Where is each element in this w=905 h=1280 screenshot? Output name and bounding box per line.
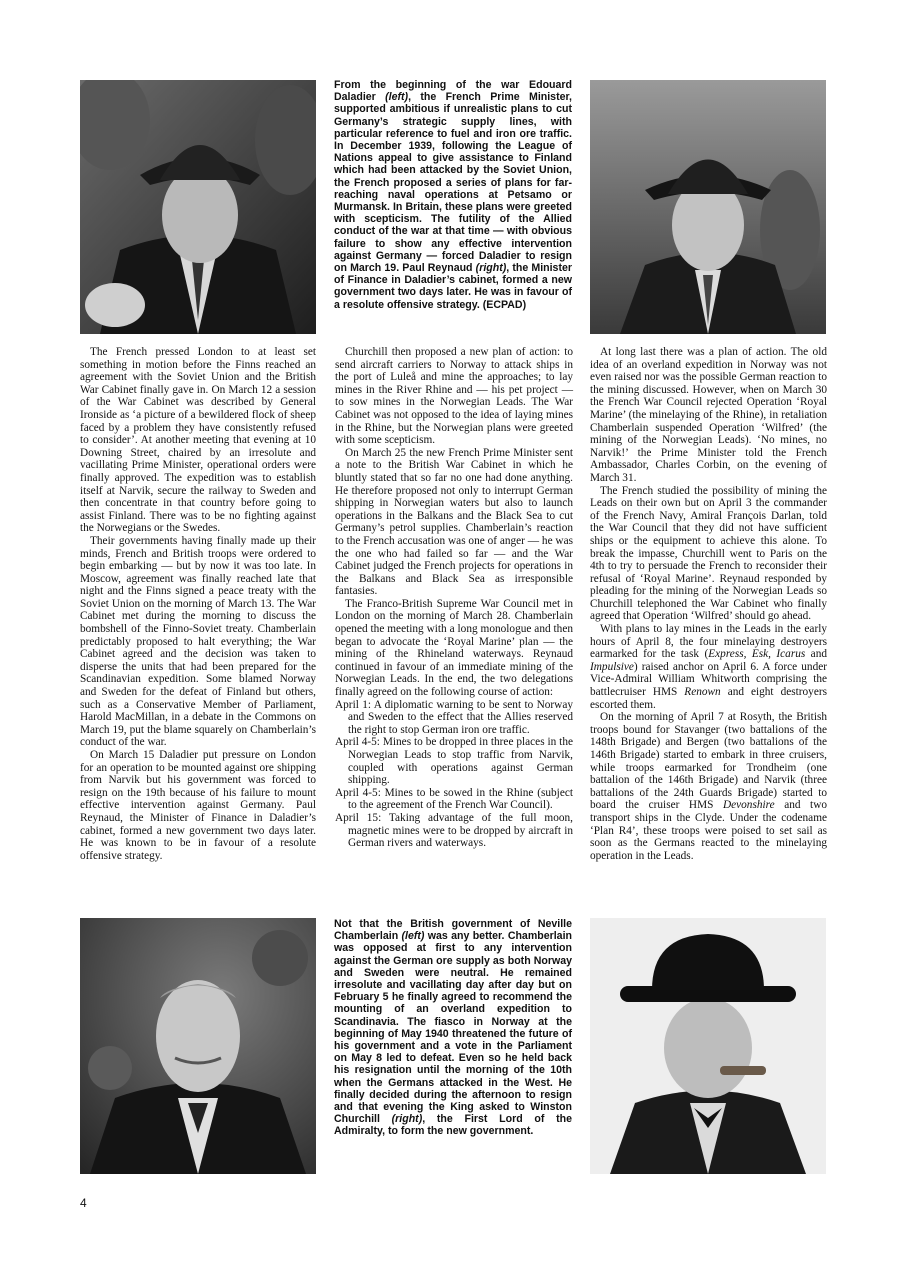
col3-paragraph-1: At long last there was a plan of action. The old idea of an overland expedition in Norway was not even raised nor was the possible German reaction to the mining discussed. However, when on March 30 the French War Council rejected Operation ‘Royal Marine’ (the minelaying of the Rhine), in retaliation Chamberlain suspended Operation ‘Wilfred’ (the mining of the Norwegian Leads). ‘No mines, no Narvik!’ the Prime Minister told the French Ambassador, Charles Corbin, on the evening of March 31. xyxy=(590,346,827,484)
col3-p3-ship4: Impulsive xyxy=(590,660,634,673)
col2-paragraph-1: Churchill then proposed a new plan of action: to send aircraft carriers to Norway to attack ships in the port of Luleå and mine the approaches; to lay mines in the River Rhine and — his pet project — to sow mines in the Norwegian Leads. The War Cabinet was not opposed to the idea of laying mines in the Rhine, but the Norwegian plans were greeted with some scepticism. xyxy=(335,346,573,447)
caption-daladier-right: (right) xyxy=(475,262,507,275)
text-column-3 xyxy=(590,346,827,862)
caption-chamberlain-text-3: , the First Lord of the Admiralty, to form the new government. xyxy=(334,1113,572,1138)
text-column-2 xyxy=(335,346,573,850)
col3-p3-renown: Renown xyxy=(684,686,721,699)
caption-chamberlain-text-2: was any better. Chamberlain was opposed at first to any intervention against the German ore supply as both Norway and Sweden were neutral. He remained irresolute and vacillating day after day but on February 5 he finally agreed to recommend the mounting of an overland expedition to Scandinavia. The fiasco in Norway at the beginning of May 1940 threatened the future of his government and a vote in the Parliament on May 8 led to defeat. Even so he held back his resignation until the morning of the 10th when the Germans attacked in the West. He finally decided during the afternoon to resign and that evening the King asked to Winston Churchill xyxy=(334,930,572,1126)
action-item-april-15: April 15: Taking advantage of the full moon, magnetic mines were to be dropped by aircraft in German rivers and waterways. xyxy=(335,811,573,850)
chamberlain-portrait-image xyxy=(80,918,316,1174)
daladier-portrait-image xyxy=(80,80,316,334)
col2-paragraph-3: The Franco-British Supreme War Council met in London on the morning of March 28. Chamberlain opened the meeting with a long monologue and then began to advocate the ‘Royal Marine’ plan — the mining of the Rhineland waterways. Reynaud continued in favour of an immediate mining of the Norwegian Leads. In the end, the two delegations finally agreed on the following course of action: xyxy=(335,597,573,699)
page-number: 4 xyxy=(80,1196,87,1210)
caption-chamberlain-left: (left) xyxy=(401,930,425,943)
col3-p4-devonshire: Devonshire xyxy=(722,799,775,812)
caption-daladier-reynaud xyxy=(334,79,572,311)
caption-daladier-text-3: , the Minister of Finance in Daladier’s cabinet, formed a new government two days later. He was in favour of a resolute offensive strategy. (ECPAD) xyxy=(334,262,572,311)
col3-p3-ships: Express, Esk, Icarus xyxy=(708,648,806,661)
col1-paragraph-3: On March 15 Daladier put pressure on London for an operation to be mounted against ore shipping from Narvik but his government was forced to resign on the 19th because of his failure to mount effective intervention against Germany. Paul Reynaud, the Minister of Finance in Daladier’s cabinet, formed a new government two days later. He was known to be in favour of a resolute offensive strategy. xyxy=(80,749,316,862)
col3-p4-text-b: and two transport ships in the Clyde. Under the codename ‘Plan R4’, these troops were poised to set sail as soon as the Germans reacted to the minelaying operation in the Leads. xyxy=(590,799,828,862)
action-item-april-4-5-rhine: April 4-5: Mines to be sowed in the Rhine (subject to the agreement of the French War Council). xyxy=(335,786,573,812)
col2-paragraph-2: On March 25 the new French Prime Minister sent a note to the British War Cabinet in which he bluntly stated that so far no one had done anything. He therefore proposed not only to interrupt German shipping in Norwegian waters but also to launch operations in the Balkans and the Black Sea to cut Germany’s petrol supplies. Chamberlain’s reaction to the French accusation was one of anger — he was the one who had failed so far — and the War Cabinet judged the French projects for operations in the Balkans and Black Sea as irresponsible fantasies. xyxy=(335,446,573,598)
col3-paragraph-3 xyxy=(590,623,827,711)
action-list xyxy=(335,699,573,850)
col3-paragraph-2: The French studied the possibility of mining the Leads on their own but on April 3 the commander of the French Navy, Amiral François Darlan, told the War Council that they did not have sufficient ships or the equipment to achieve this alone. To break the impasse, Churchill went to Paris on the 4th to try to persuade the French to reconsider their refusal of ‘Royal Marine’. Reynaud responded by pleading for the mining of the Norwegian Leads so Churchill telephoned the War Cabinet who finally agreed that Operation ‘Wilfred’ should go ahead. xyxy=(590,484,827,623)
photo-chamberlain xyxy=(80,918,316,1174)
action-item-april-4-5-leads: April 4-5: Mines to be dropped in three places in the Norwegian Leads to stop traffic from Narvik, coupled with operations against German shipping. xyxy=(335,736,573,787)
caption-chamberlain-text-1: Not that the British government of Neville Chamberlain xyxy=(334,918,572,943)
caption-chamberlain-churchill xyxy=(334,918,572,1138)
caption-daladier-text-2: , the French Prime Minister, supported ambitious if unrealistic plans to cut Germany’s strategic supply lines, with particular reference to fuel and iron ore traffic. In December 1939, following the League of Nations appeal to give assistance to Finland which had been attacked by the Soviet Union, the French proposed a series of plans for far-reaching naval operations at Petsamo or Murmansk. In Britain, these plans were greeted with scepticism. The futility of the Allied conduct of the war at that time — with obvious failure to show any effective intervention against Germany — forced Daladier to resign on March 19. Paul Reynaud xyxy=(334,91,572,275)
col3-p3-text-a: With plans to lay mines in the Leads in the early hours of April 8, the four minelaying destroyers earmarked for the task ( xyxy=(590,623,827,661)
text-column-1 xyxy=(80,346,316,862)
caption-daladier-text-1: From the beginning of the war Edouard Daladier xyxy=(334,79,572,104)
col3-p4-text-a: On the morning of April 7 at Rosyth, the British troops bound for Stavanger (two battalions of the 148th Brigade) and Bergen (two battalions of the 146th Brigade) started to embark in three cruisers, while troops earmarked for Trondheim (one battalion of the 146th Brigade) and Narvik (three battalions of the 24th Guards Brigade) started to board the cruiser HMS xyxy=(590,711,827,812)
col3-paragraph-4 xyxy=(590,711,827,862)
photo-churchill xyxy=(590,918,826,1174)
col1-paragraph-1: The French pressed London to at least set something in motion before the Finns reached an agreement with the Soviet Union and the British War Cabinet finally gave in. On March 12 a session of the War Cabinet was described by General Ironside as ‘a picture of a bewildered flock of sheep faced by a problem they have consistently refused to consider’. At another meeting that evening at 10 Downing Street, chaired by an irresolute and vacillating Prime Minister, operational orders were finally approved. The expedition was to establish itself at Narvik, secure the railway to Sweden and then concentrate in that country before going to assist Finland. There was to be no fighting against the Norwegians or the Swedes. xyxy=(80,346,316,535)
col1-paragraph-2: Their governments having finally made up their minds, French and British troops were ordered to begin embarking — but by now it was too late. In Moscow, agreement was finally reached late that night and the Finns signed a peace treaty with the Soviet Union on the morning of March 13. The War Cabinet met during the morning to discuss the bombshell of the Finno-Soviet treaty. Chamberlain predictably proposed to halt everything; the War Cabinet agreed and the decision was taken to disperse the units that had been prepared for the Scandinavian expedition. Some blamed Norway and Sweden for the defeat of Finland but others, such as a Conservative Member of Parliament, Harold MacMillan, in a debate in the Commons on March 19, put the blame squarely on Chamberlain’s conduct of the war. xyxy=(80,534,316,749)
reynaud-portrait-image xyxy=(590,80,826,334)
churchill-portrait-image xyxy=(590,918,826,1174)
caption-chamberlain-right: (right) xyxy=(391,1113,423,1126)
col3-p3-and: and xyxy=(805,648,827,661)
photo-daladier xyxy=(80,80,316,334)
caption-daladier-left: (left) xyxy=(385,91,409,104)
col3-p3-text-b: ) raised anchor on April 6. A force under Vice-Admiral William Whitworth comprising the battlecruiser HMS xyxy=(590,660,827,699)
photo-reynaud xyxy=(590,80,826,334)
col3-p3-text-c: and eight destroyers escorted them. xyxy=(590,686,827,711)
action-item-april-1: April 1: A diplomatic warning to be sent to Norway and Sweden to the effect that the Allies reserved the right to stop German iron ore traffic. xyxy=(335,698,573,736)
